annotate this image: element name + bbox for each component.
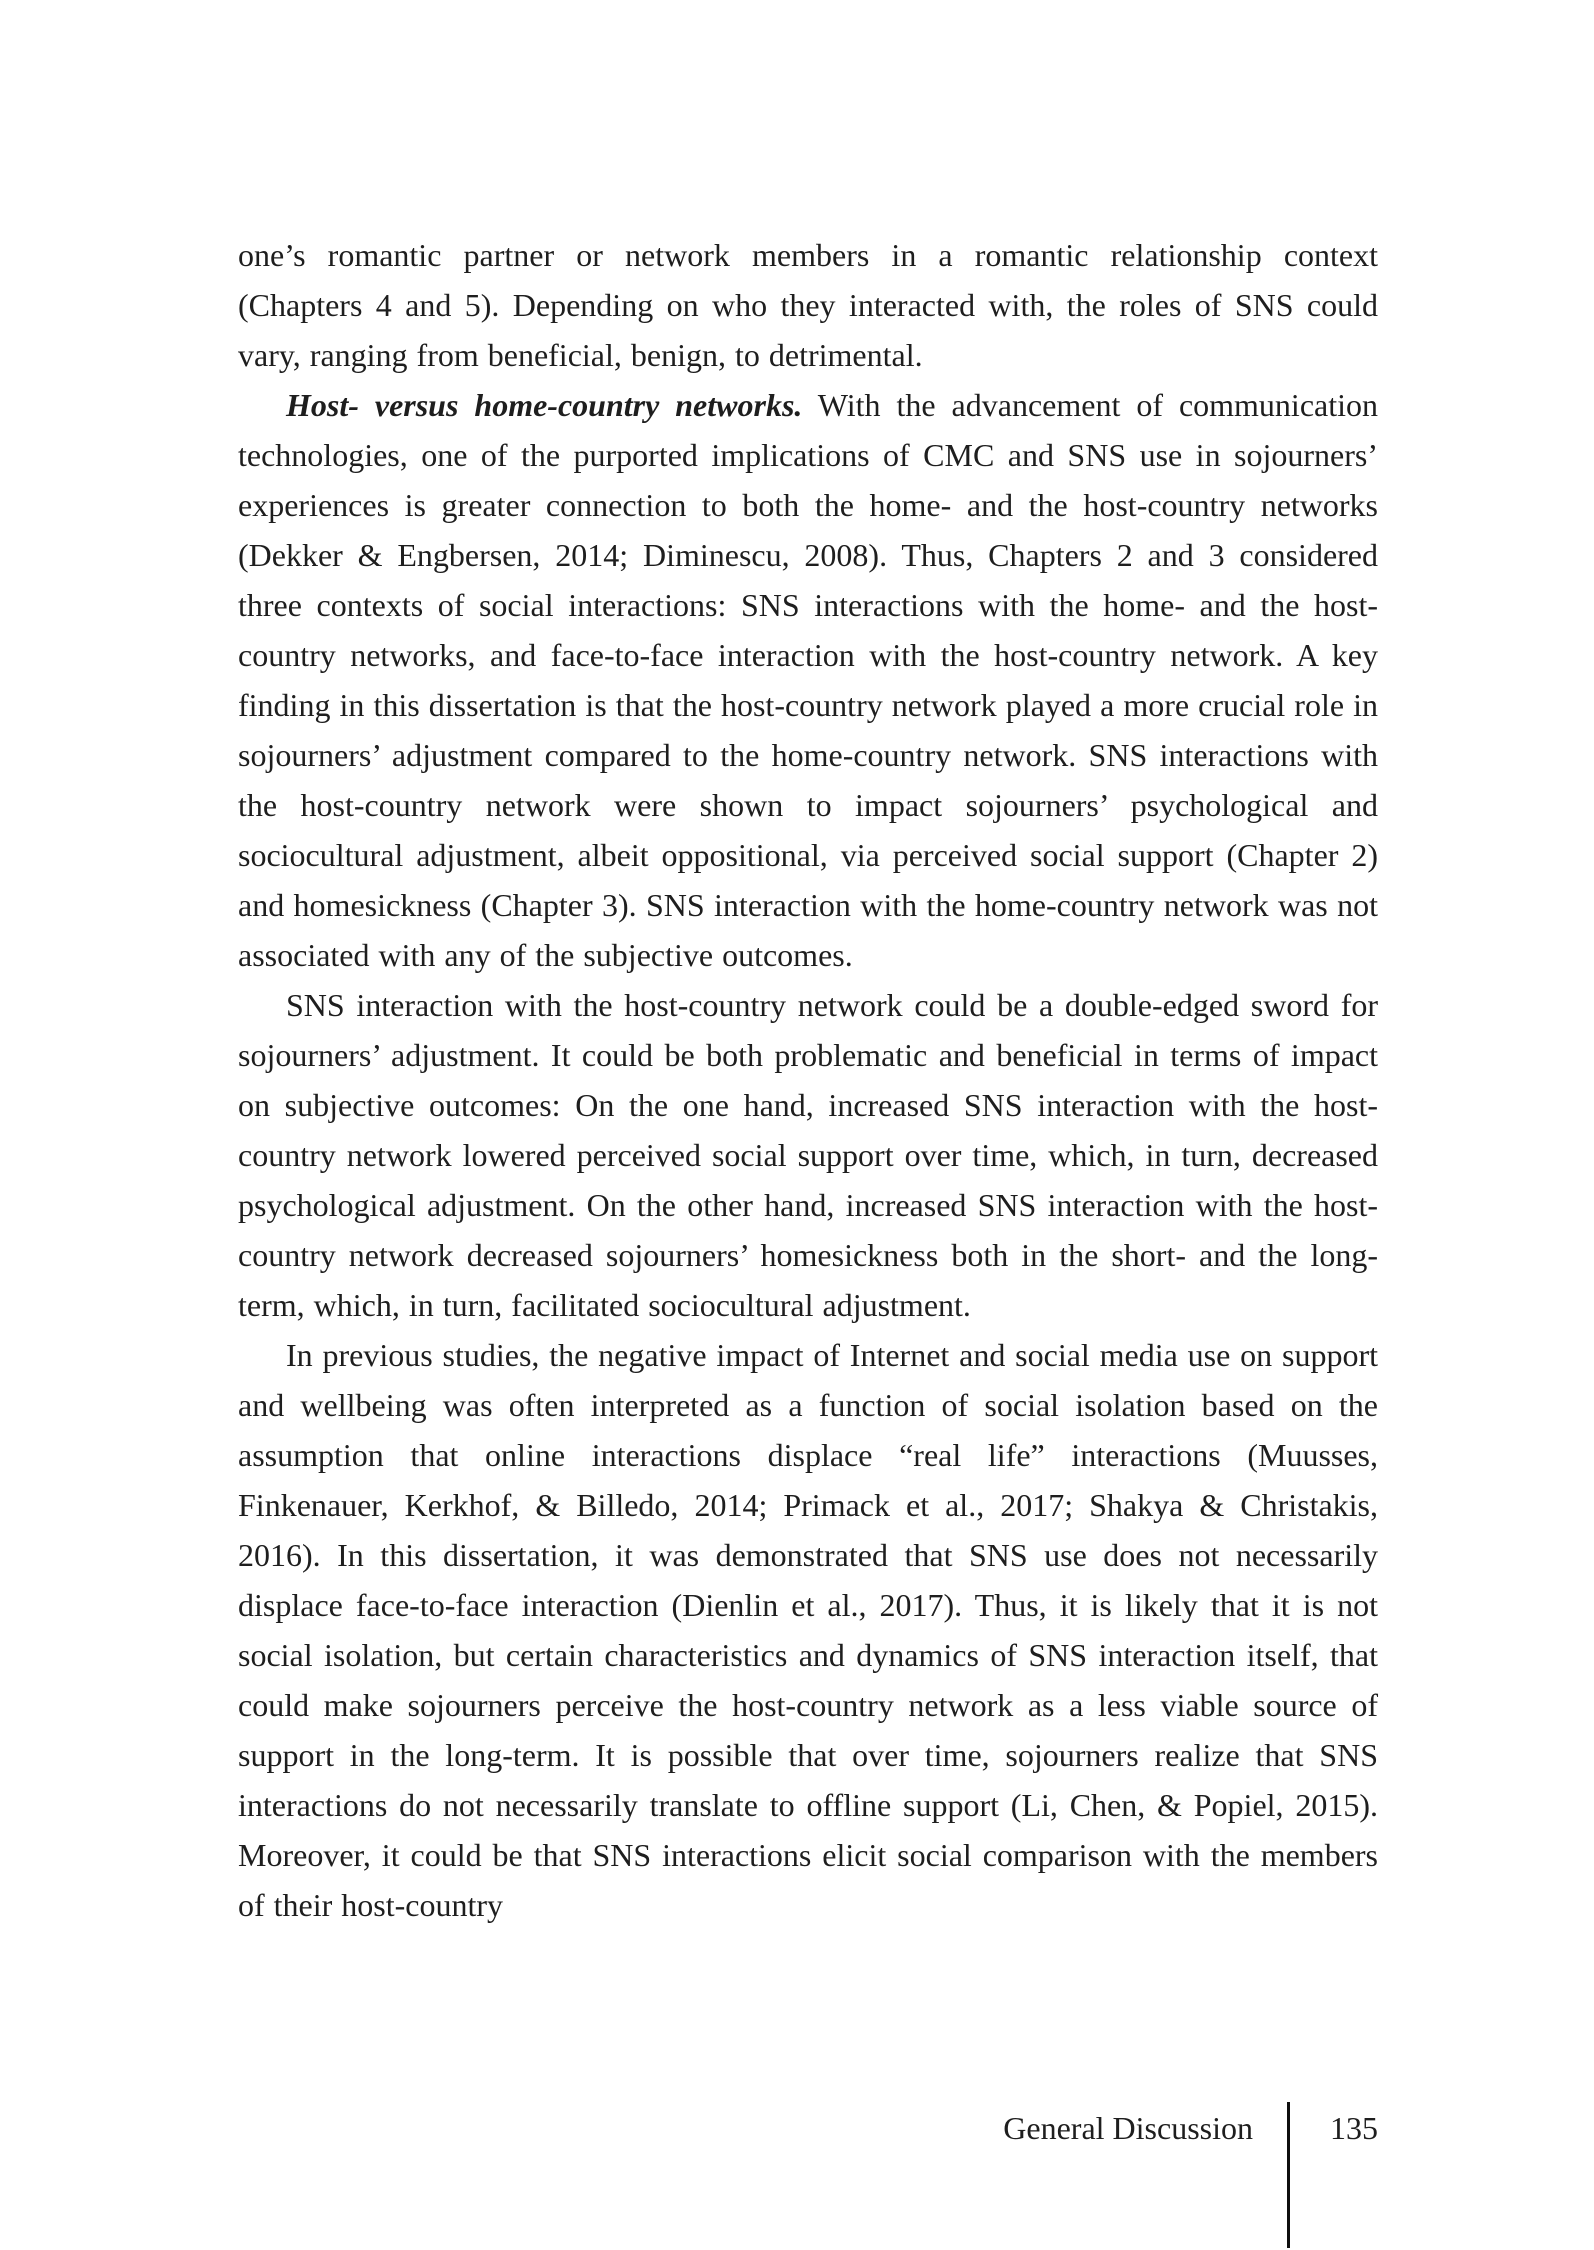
paragraph-text: one’s romantic partner or network members in a romantic relationship context (Chapters 4 and 5). Depending on who they interacted with, the roles of SNS could vary, ranging from beneficial, benign, to detrimental. — [238, 237, 1378, 373]
paragraph — [238, 1330, 1378, 1930]
paragraph — [238, 230, 1378, 380]
paragraph-text: SNS interaction with the host-country network could be a double-edged sword for sojourners’ adjustment. It could be both problematic and beneficial in terms of impact on subjective outcomes: On the one hand, increased SNS interaction with the host-country network lowered perceived social support over time, which, in turn, decreased psychological adjustment. On the other hand, increased SNS interaction with the host-country network decreased sojourners’ homesickness both in the short- and the long-term, which, in turn, facilitated sociocultural adjustment. — [238, 987, 1378, 1323]
paragraph — [238, 380, 1378, 980]
body-text — [238, 230, 1378, 1930]
paragraph — [238, 980, 1378, 1330]
run-in-heading: Host- versus home-country networks. — [286, 387, 803, 423]
paragraph-text: With the advancement of communication technologies, one of the purported implications of CMC and SNS use in sojourners’ experiences is greater connection to both the home- and the host-country networks (Dekker & Engbersen, 2014; Diminescu, 2008). Thus, Chapters 2 and 3 considered three contexts of social interactions: SNS interactions with the home- and the host-country networks, and face-to-face interaction with the host-country network. A key finding in this dissertation is that the host-country network played a more crucial role in sojourners’ adjustment compared to the home-country network. SNS interactions with the host-country network were shown to impact sojourners’ psychological and sociocultural adjustment, albeit oppositional, via perceived social support (Chapter 2) and homesickness (Chapter 3). SNS interaction with the home-country network was not associated with any of the subjective outcomes. — [238, 387, 1379, 973]
paragraph-text: In previous studies, the negative impact of Internet and social media use on support and wellbeing was often interpreted as a function of social isolation based on the assumption that online interactions displace “real life” interactions (Muusses, Finkenauer, Kerkhof, & Billedo, 2014; Primack et al., 2017; Shakya & Christakis, 2016). In this dissertation, it was demonstrated that SNS use does not necessarily displace face-to-face interaction (Dienlin et al., 2017). Thus, it is likely that it is not social isolation, but certain characteristics and dynamics of SNS interaction itself, that could make sojourners perceive the host-country network as a less viable source of support in the long-term. It is possible that over time, sojourners realize that SNS interactions do not necessarily translate to offline support (Li, Chen, & Popiel, 2015). Moreover, it could be that SNS interactions elicit social comparison with the members of their host-country — [238, 1337, 1378, 1923]
page-footer — [238, 2108, 1378, 2248]
footer-divider-rule — [1287, 2102, 1290, 2248]
footer-section-title: General Discussion — [1003, 2110, 1253, 2146]
footer-page-number: 135 — [1330, 2110, 1378, 2146]
